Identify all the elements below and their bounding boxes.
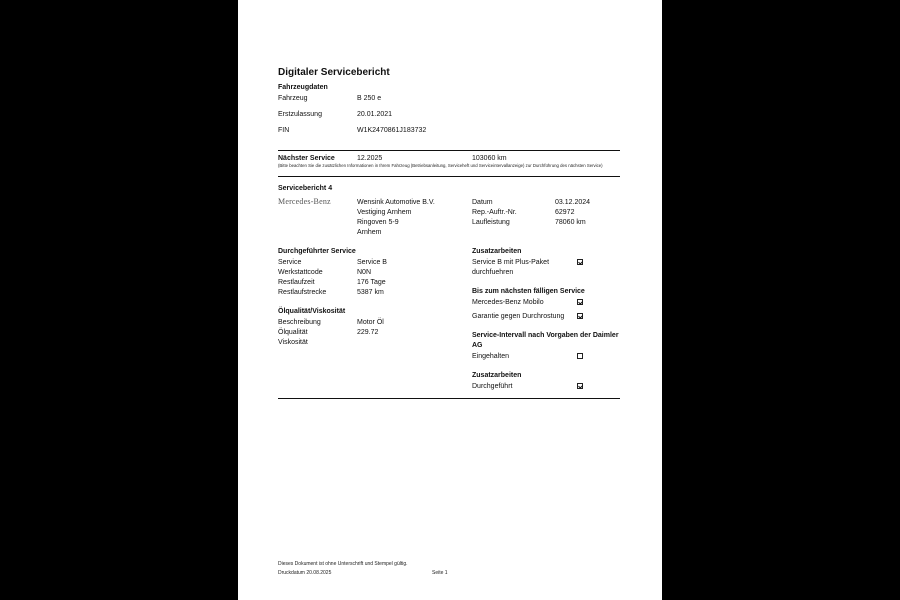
performed-label-service: Service [278, 259, 302, 266]
dealer-line: Vestiging Arnhem [357, 209, 412, 216]
next-service-date: 12.2025 [357, 155, 383, 162]
check-icon [578, 383, 583, 388]
mobilo-checkbox[interactable] [577, 299, 583, 305]
extra-work2-checkbox[interactable] [577, 383, 583, 389]
check-icon [578, 259, 583, 264]
oil-label-description: Beschreibung [278, 319, 321, 326]
report-value-order: 62972 [555, 209, 575, 216]
vehicle-label-model: Fahrzeug [278, 95, 308, 102]
interval-item: Eingehalten [472, 353, 509, 360]
dealer-line: Wensink Automotive B.V. [357, 199, 435, 206]
oil-label-quality: Ölqualität [278, 329, 308, 336]
oil-heading: Ölqualität/Viskosität [278, 308, 346, 315]
report-value-date: 03.12.2024 [555, 199, 591, 206]
divider-bottom [278, 398, 620, 399]
performed-label-distance: Restlaufstrecke [278, 289, 327, 296]
extra-work-heading: Zusatzarbeiten [472, 248, 522, 255]
document-title: Digitaler Servicebericht [278, 67, 390, 78]
performed-value-time: 176 Tage [357, 279, 386, 286]
dealer-line: Ringoven 5-9 [357, 219, 399, 226]
performed-label-code: Werkstattcode [278, 269, 323, 276]
until-next-heading: Bis zum nächsten fälligen Service [472, 288, 585, 295]
extra-work2-heading: Zusatzarbeiten [472, 372, 522, 379]
report-label-date: Datum [472, 199, 493, 206]
next-service-label: Nächster Service [278, 155, 335, 162]
performed-value-distance: 5387 km [357, 289, 384, 296]
rust-warranty-checkbox[interactable] [577, 313, 583, 319]
until-next-item-rust: Garantie gegen Durchrostung [472, 313, 565, 320]
interval-heading-line2: AG [472, 342, 483, 349]
performed-value-service: Service B [357, 259, 387, 266]
next-service-km: 103060 km [472, 155, 507, 162]
vehicle-label-vin: FIN [278, 127, 290, 134]
document-page [238, 0, 662, 600]
performed-value-code: N0N [357, 269, 372, 276]
interval-heading-line1: Service-Intervall nach Vorgaben der Daimler [472, 332, 619, 339]
footer-validity: Dieses Dokument ist ohne Unterschrift und Stempel gültig. [278, 561, 408, 567]
report-value-mileage: 78060 km [555, 219, 586, 226]
mercedes-benz-logo: Mercedes-Benz [278, 197, 331, 206]
vehicle-heading: Fahrzeugdaten [278, 84, 328, 91]
vehicle-value-registration: 20.01.2021 [357, 111, 393, 118]
report-heading: Servicebericht 4 [278, 185, 333, 192]
oil-value-quality: 229.72 [357, 329, 379, 336]
extra-work2-item: Durchgeführt [472, 383, 513, 390]
extra-work-checkbox[interactable] [577, 259, 583, 265]
extra-work-item-line2: durchfuehren [472, 269, 514, 276]
performed-heading: Durchgeführter Service [278, 248, 356, 255]
interval-checkbox[interactable] [577, 353, 583, 359]
footer-print-date: Druckdatum 20.08.2025 [278, 570, 332, 576]
check-icon [578, 299, 583, 304]
oil-label-viscosity: Viskosität [278, 339, 308, 346]
extra-work-item-line1: Service B mit Plus-Paket [472, 259, 550, 266]
footer-page-number: Seite 1 [432, 570, 448, 576]
divider-second [278, 176, 620, 177]
vehicle-value-vin: W1K2470861J183732 [357, 127, 427, 134]
vehicle-value-model: B 250 e [357, 95, 382, 102]
check-icon [578, 313, 583, 318]
report-label-order: Rep.-Auftr.-Nr. [472, 209, 517, 216]
oil-value-description: Motor Öl [357, 319, 384, 326]
next-service-note: (Bitte beachten Sie die zusätzlichen Informationen in Ihrem Fahrzeug (Betriebsanleitung, Serviceheft und Serviceintervallanzeige) zur Durchführung des nächsten Service) [278, 163, 603, 168]
report-label-mileage: Laufleistung [472, 219, 510, 226]
dealer-line: Arnhem [357, 229, 382, 236]
until-next-item-mobilo: Mercedes-Benz Mobilo [472, 299, 544, 306]
vehicle-label-registration: Erstzulassung [278, 111, 322, 118]
performed-label-time: Restlaufzeit [278, 279, 315, 286]
divider-top [278, 150, 620, 151]
